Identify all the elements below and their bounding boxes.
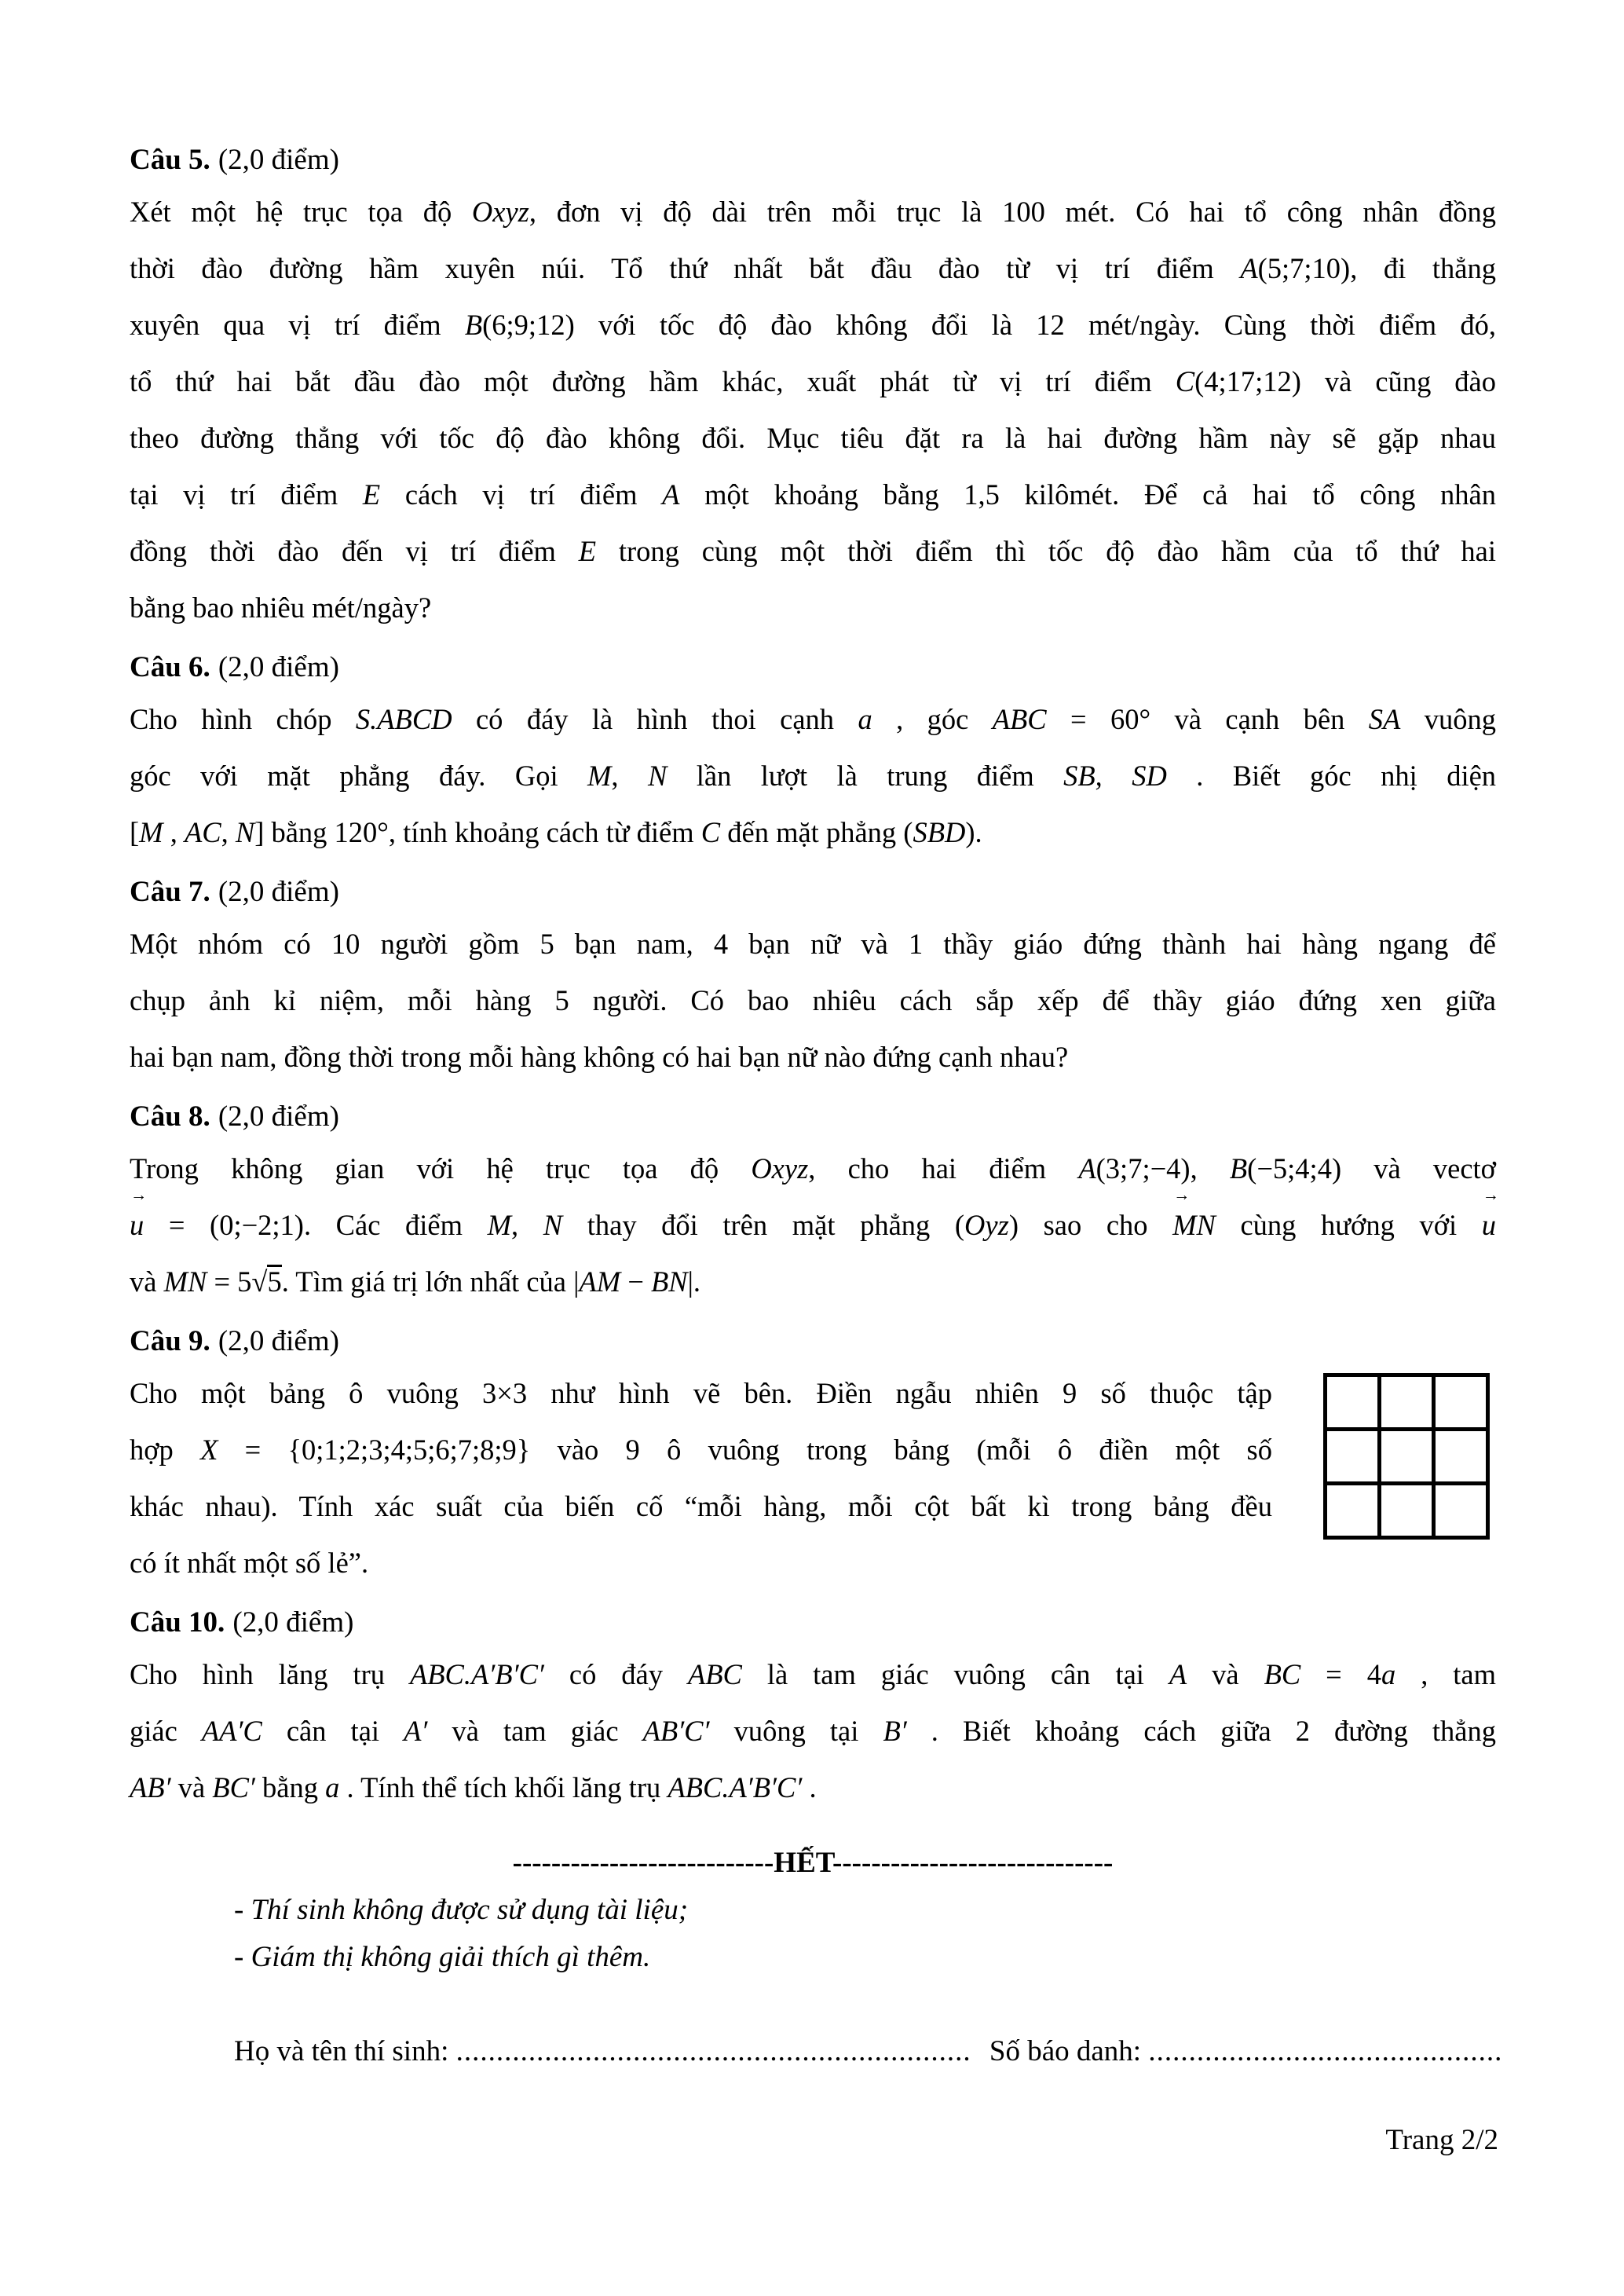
cau-7-heading	[130, 869, 1496, 916]
cau-8-line-1: Trong không gian với hệ trục tọa độ Oxyz, cho hai điểm A(3;7;−4), B(−5;4;4) và vectơ	[130, 1152, 1496, 1185]
cau-10-line-3: AB′ và BC′ bằng a . Tính thể tích khối lăng trụ ABC.A′B′C′ .	[130, 1771, 817, 1803]
cau-9-line-4: có ít nhất một số lẻ”.	[130, 1547, 369, 1579]
cau-9-label: Câu 9.	[130, 1325, 210, 1357]
cau-10-line-1: Cho hình lăng trụ ABC.A′B′C′ có đáy ABC là tam giác vuông cân tại A và BC = 4a , tam	[130, 1658, 1497, 1690]
grid-cell-r3c3	[1436, 1485, 1486, 1536]
cau-7-line-2: chụp ảnh kỉ niệm, mỗi hàng 5 người. Có bao nhiêu cách sắp xếp để thầy giáo đứng xen giữa	[130, 984, 1496, 1016]
grid-cell-r1c2	[1381, 1377, 1432, 1427]
exam-notes	[234, 1887, 1496, 1981]
cau-7-points: (2,0 điểm)	[218, 876, 339, 908]
note-no-materials: - Thí sinh không được sử dụng tài liệu;	[234, 1894, 689, 1926]
grid-cell-r2c1	[1327, 1431, 1377, 1481]
cau-5-points: (2,0 điểm)	[218, 144, 339, 176]
cau-9-grid-figure	[1323, 1373, 1490, 1540]
cau-9-paragraph	[130, 1365, 1496, 1591]
cau-6-label: Câu 6.	[130, 651, 210, 683]
note-no-explanation: - Giám thị không giải thích gì thêm.	[234, 1941, 651, 1973]
cau-5-line-1: Xét một hệ trục tọa độ Oxyz, đơn vị độ dài trên mỗi trục là 100 mét. Có hai tổ công nhân đồng	[130, 196, 1496, 228]
cau-10	[130, 1599, 1496, 1816]
cau-6-points: (2,0 điểm)	[218, 651, 339, 683]
cau-8-line-2: u → = (0;−2;1). Các điểm M, N thay đổi trên mặt phẳng (Oyz) sao cho MN → cùng hướng với u →	[130, 1197, 1496, 1254]
exam-content	[130, 135, 1503, 2075]
cau-9	[130, 1318, 1496, 1591]
cau-8-paragraph	[130, 1141, 1496, 1310]
cau-6-line-3: [M , AC, N] bằng 120°, tính khoảng cách từ điểm C đến mặt phẳng (SBD).	[130, 816, 982, 848]
grid-cell-r2c3	[1436, 1431, 1486, 1481]
cau-10-paragraph	[130, 1646, 1496, 1816]
cau-6	[130, 644, 1496, 861]
cau-8-line-3: và MN = 5√5. Tìm giá trị lớn nhất của |AM − BN|.	[130, 1265, 701, 1298]
candidate-id-dots: ............................................	[1148, 2035, 1503, 2067]
cau-6-line-2: góc với mặt phẳng đáy. Gọi M, N lần lượt là trung điểm SB, SD . Biết góc nhị diện	[130, 760, 1497, 792]
candidate-id-label: Số báo danh:	[989, 2035, 1142, 2067]
cau-8-points: (2,0 điểm)	[218, 1100, 339, 1133]
cau-7-label: Câu 7.	[130, 876, 210, 908]
grid-cell-r1c3	[1436, 1377, 1486, 1427]
grid-cell-r2c2	[1381, 1431, 1432, 1481]
cau-10-line-2: giác AA′C cân tại A′ và tam giác AB′C′ vuông tại B′ . Biết khoảng cách giữa 2 đường thẳng	[130, 1715, 1497, 1747]
cau-5-line-6: tại vị trí điểm E cách vị trí điểm A một khoảng bằng 1,5 kilômét. Để cả hai tổ công nhân	[130, 478, 1496, 511]
cau-8-label: Câu 8.	[130, 1100, 210, 1133]
cau-6-heading	[130, 644, 1496, 691]
cau-8-heading	[130, 1093, 1496, 1141]
cau-6-paragraph	[130, 691, 1496, 861]
cau-5-line-2: thời đào đường hầm xuyên núi. Tổ thứ nhất bắt đầu đào từ vị trí điểm A(5;7;10), đi thẳng	[130, 252, 1496, 284]
end-divider: ---------------------------HẾT-----------------------------	[512, 1847, 1114, 1879]
candidate-name-dots: ................................................................	[455, 2035, 971, 2067]
grid-cell-r1c1	[1327, 1377, 1377, 1427]
cau-5-line-8: bằng bao nhiêu mét/ngày?	[130, 591, 432, 624]
cau-9-line-1: Cho một bảng ô vuông 3×3 như hình vẽ bên. Điền ngẫu nhiên 9 số thuộc tập	[130, 1377, 1272, 1409]
cau-6-line-1: Cho hình chóp S.ABCD có đáy là hình thoi cạnh a , góc ABC = 60° và cạnh bên SA vuông	[130, 703, 1496, 735]
cau-7-line-1: Một nhóm có 10 người gồm 5 bạn nam, 4 bạn nữ và 1 thầy giáo đứng thành hai hàng ngang để	[130, 928, 1496, 960]
cau-5-label: Câu 5.	[130, 144, 210, 176]
cau-10-points: (2,0 điểm)	[232, 1606, 354, 1639]
cau-5	[130, 137, 1496, 636]
cau-5-line-5: theo đường thẳng với tốc độ đào không đổi. Mục tiêu đặt ra là hai đường hầm này sẽ gặp nhau	[130, 422, 1496, 454]
page-number: Trang 2/2	[1385, 2124, 1498, 2156]
candidate-name-label: Họ và tên thí sinh:	[234, 2035, 449, 2067]
sections	[130, 137, 1496, 1816]
cau-7-line-3: hai bạn nam, đồng thời trong mỗi hàng không có hai bạn nữ nào đứng cạnh nhau?	[130, 1041, 1069, 1073]
cau-5-heading	[130, 137, 1496, 184]
cau-7	[130, 869, 1496, 1086]
cau-5-line-7: đồng thời đào đến vị trí điểm E trong cùng một thời điểm thì tốc độ đào hầm của tổ thứ hai	[130, 535, 1496, 567]
cau-10-heading	[130, 1599, 1496, 1646]
grid-cell-r3c1	[1327, 1485, 1377, 1536]
cau-5-line-4: tổ thứ hai bắt đầu đào một đường hầm khác, xuất phát từ vị trí điểm C(4;17;12) và cũng đào	[130, 365, 1496, 397]
cau-10-label: Câu 10.	[130, 1606, 225, 1639]
cau-7-paragraph	[130, 916, 1496, 1086]
cau-9-points: (2,0 điểm)	[218, 1325, 339, 1357]
cau-9-line-3: khác nhau). Tính xác suất của biến cố “mỗi hàng, mỗi cột bất kì trong bảng đều	[130, 1490, 1272, 1522]
cau-8	[130, 1093, 1496, 1310]
cau-9-line-2: hợp X = {0;1;2;3;4;5;6;7;8;9} vào 9 ô vuông trong bảng (mỗi ô điền một số	[130, 1434, 1272, 1466]
cau-5-line-3: xuyên qua vị trí điểm B(6;9;12) với tốc độ đào không đổi là 12 mét/ngày. Cùng thời điểm đó,	[130, 309, 1496, 341]
grid-cell-r3c2	[1381, 1485, 1432, 1536]
cau-9-heading	[130, 1318, 1496, 1365]
cau-5-paragraph	[130, 184, 1496, 636]
candidate-line	[234, 2028, 1503, 2075]
